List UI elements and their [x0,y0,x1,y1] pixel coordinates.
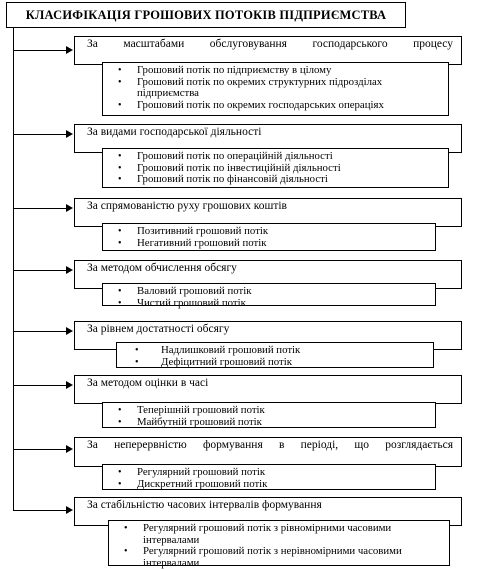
arrow-icon [66,381,73,389]
category-box: За масштабами обслуговування господарського процесу [74,36,462,65]
arrow-icon [66,130,73,138]
category-box: За стабільністю часових інтервалів формування [74,497,462,526]
arrow-icon [66,445,73,453]
category-box: За видами господарської діяльності [74,124,462,153]
list-item: • Теперішній грошовий потік [107,405,429,417]
list-item: • Грошовий потік по фінансовій діяльності [107,174,442,186]
list-item: • Майбутній грошовий потік [107,417,429,429]
arrow-icon [66,204,73,212]
list-item: • Грошовий потік по окремих господарських операціях [107,100,442,112]
subcategory-box [108,520,450,569]
subcategory-box [102,464,436,490]
vertical-connector-line [13,28,14,510]
list-item: • Грошовий потік по операційній діяльності [107,151,442,163]
connector-line [13,331,67,332]
list-item: • Валовий грошовий потік [107,286,429,298]
arrow-icon [66,327,73,335]
arrow-icon [66,506,73,514]
connector-line [13,270,67,271]
subcategory-box [102,223,436,251]
category-box: За рівнем достатності обсягу [74,321,462,350]
subcategory-box [102,148,449,188]
list-item: • Дискретний грошовий потік [107,479,429,491]
list-item: • Грошовий потік по підприємству в цілому [107,65,442,77]
list-item: • Грошовий потік по окремих структурних підрозділах підприємства [107,77,442,100]
diagram-title: КЛАСИФІКАЦІЯ ГРОШОВИХ ПОТОКІВ ПІДПРИЄМСТВА [6,2,406,28]
connector-line [13,449,67,450]
list-item: • Негативний грошовий потік [107,238,429,250]
subcategory-box [116,342,434,368]
list-item: • Надлишковий грошовий потік [121,345,427,357]
list-item: • Грошовий потік по інвестиційній діяльності [107,163,442,175]
list-item: • Позитивний грошовий потік [107,226,429,238]
category-box: За спрямованістю руху грошових коштів [74,198,462,227]
arrow-icon [66,266,73,274]
category-box: За неперервністю формування в періоді, що розглядається [74,437,462,467]
subcategory-box [102,402,436,428]
connector-line [13,134,67,135]
list-item: • Регулярний грошовий потік [107,467,429,479]
connector-line [13,385,67,386]
subcategory-box [102,62,449,116]
list-item: • Чистий грошовий потік [107,298,429,310]
category-box: За методом оцінки в часі [74,375,462,404]
arrow-icon [66,46,73,54]
list-item: • Регулярний грошовий потік з рівномірними часовими інтервалами [113,523,443,546]
connector-line [13,510,67,511]
list-item: • Регулярний грошовий потік з нерівномірними часовими інтервалами [113,546,443,569]
category-box: За методом обчислення обсягу [74,260,462,289]
list-item: • Дефіцитний грошовий потік [121,357,427,369]
connector-line [13,50,67,51]
subcategory-box [102,283,436,309]
connector-line [13,208,67,209]
